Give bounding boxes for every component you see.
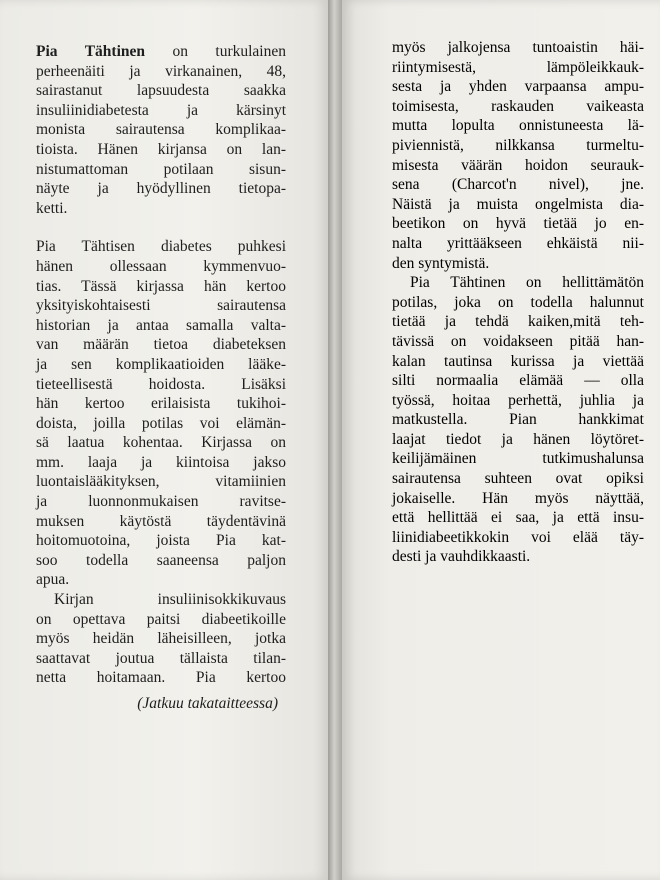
left-text-column [36,42,286,714]
text-line: tietää ja tehdä kaiken,mitä teh- [392,313,644,331]
book-gutter [328,0,342,880]
left-flap-page [0,0,328,880]
text-line: riintymisestä, lämpöleikkauk- [392,58,644,76]
text-line: mm. laaja ja kiintoisa jakso [36,453,286,471]
text-line: sairautensa suhteen ovat opiksi [392,470,644,488]
text-line: van määrän tietoa diabeteksen [36,336,286,354]
text-line: luontaislääkityksen, vitamiinien [36,473,286,491]
diabetes-history-paragraph [36,237,286,590]
text-line: tieteellisestä hoidosta. Lisäksi [36,375,286,393]
text-line: piviennistä, nilkkansa turmeltu- [392,136,644,154]
text-line: silti normaalia elämää — olla [392,372,644,390]
text-line: perheenäiti ja virkanainen, 48, [36,62,286,80]
text-line: on opettava paitsi diabeetikoille [36,610,286,628]
text-line: desti ja vauhdikkaasti. [392,548,531,566]
text-line: sä laatua kohentaa. Kirjassa on [36,434,286,452]
text-line: nalta yrittääkseen ehkäistä nii- [392,234,644,252]
text-line: doista, joilla potilas voi elämän- [36,414,286,432]
text-line: Näistä ja muista ongelmista dia- [392,195,644,213]
text-line: jokaiselle. Hän myös näyttää, [392,489,644,507]
text-line: hänen ollessaan kymmenvuo- [36,257,286,275]
text-line: hoitomuotoina, joista Pia kat- [36,532,286,550]
text-line: Pia Tähtisen diabetes puhkesi [36,238,286,256]
text-line: insuliinidiabetesta ja kärsinyt [36,101,286,119]
text-line: soo todella saaneensa paljon [36,551,286,569]
text-line: muksen käytöstä täydentävinä [36,512,286,530]
text-line: Pia Tähtinen on turkulainen [36,43,286,60]
text-line: netta hoitamaan. Pia kertoo [36,669,286,687]
text-line: tioista. Hänen kirjansa on lan- [36,140,286,158]
right-text-column [392,38,644,567]
text-line: Kirjan insuliinisokkikuvaus [54,591,286,609]
text-line: den syntymistä. [392,254,490,272]
text-line: tias. Tässä kirjassa hän kertoo [36,277,286,295]
text-line: että hellittää ei saa, ja että insu- [392,509,644,527]
text-line: yksityiskohtaisesti sairautensa [36,297,286,315]
complications-paragraph [392,38,644,273]
text-line: työssä, hoitaa perhettä, juhlia ja [392,391,644,409]
text-line: myös heidän läheisilleen, jotka [36,630,286,648]
text-line: sairastanut lapsuudesta saakka [36,82,286,100]
text-line: monista sairautensa komplikaa- [36,121,286,139]
text-line: apua. [36,571,70,589]
text-line: tävissä on voidakseen pitää han- [392,332,644,350]
text-line: saattavat joutua tällaista tilan- [36,649,286,667]
text-line: historian ja antaa samalla valta- [36,316,286,334]
text-line: hän kertoo erilaisista tukihoi- [36,395,286,413]
text-line: kalan tautinsa kurissa ja viettää [392,352,644,370]
persistence-paragraph [392,273,644,567]
text-line: Pia Tähtinen on hellittämätön [410,274,644,292]
text-line: ketti. [36,199,68,217]
text-line: sesta ja yhden varpaansa ampu- [392,78,644,96]
text-line: ja sen komplikaatioiden lääke- [36,355,286,373]
text-line: ja luonnonmukaisen ravitse- [36,493,286,511]
text-line: beetikon on hyvä tietää jo en- [392,215,644,233]
text-line: näyte ja hyödyllinen tietopa- [36,180,286,198]
text-line: misesta väärän hoidon seurauk- [392,156,644,174]
text-line: liinidiabeetikkokin voi elää täy- [392,528,644,546]
continued-note: (Jatkuu takataitteessa) [137,695,278,712]
text-line: potilas, joka on todella halunnut [392,293,644,311]
insulin-shock-paragraph [36,590,286,688]
text-line: myös jalkojensa tuntoaistin häi- [392,39,644,56]
author-name: Pia Tähtinen [36,43,145,60]
text-line: sena (Charcot'n nivel), jne. [392,176,644,194]
text-line: mutta lopulta onnistuneesta lä- [392,117,644,135]
text-line: laajat tiedot ja hänen löytöret- [392,430,644,448]
text-line: nistumattoman potilaan sisun- [36,160,286,178]
text-line: keilijämäinen tutkimushalunsa [392,450,644,468]
intro-paragraph [36,42,286,218]
text-line: matkustella. Pian hankkimat [392,411,644,429]
text-line: toimisesta, raskauden vaikeasta [392,97,644,115]
